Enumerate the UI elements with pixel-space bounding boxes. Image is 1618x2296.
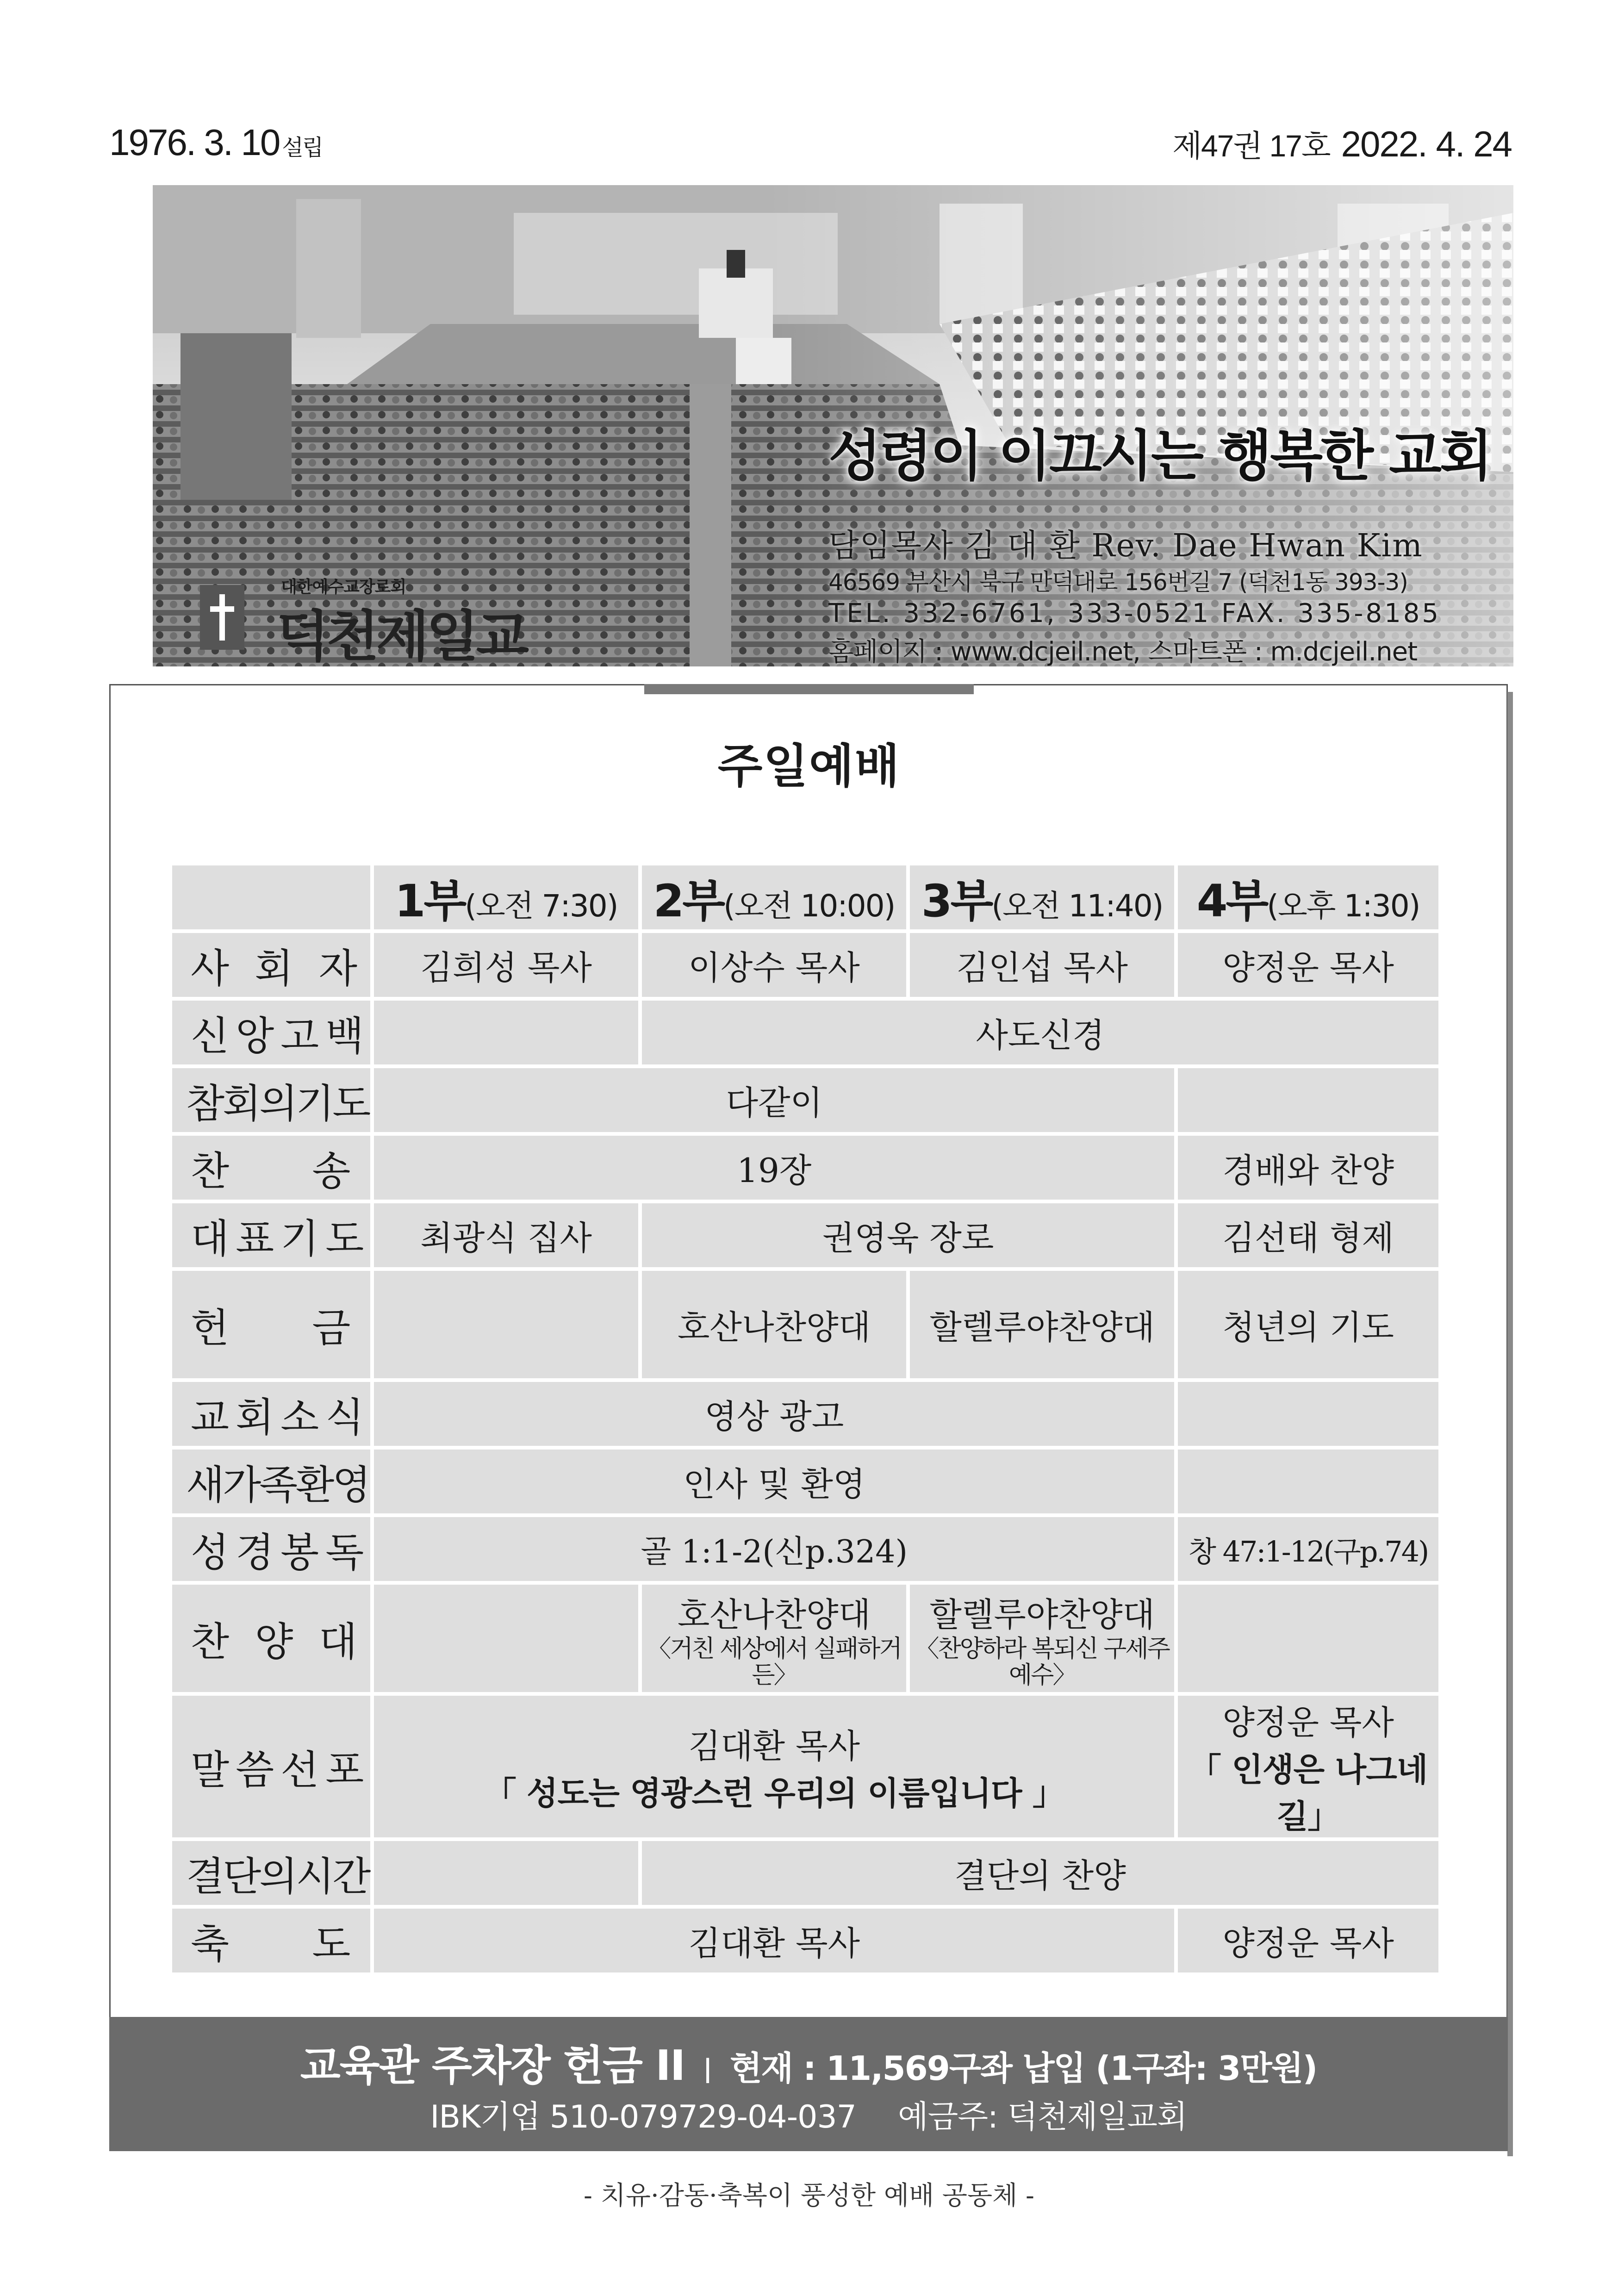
table-row	[172, 1450, 1438, 1513]
table-cell	[1178, 1382, 1438, 1446]
table-row	[172, 1136, 1438, 1200]
table-row	[172, 1001, 1438, 1064]
table-cell: 19장	[374, 1136, 1174, 1200]
banner-line-2	[109, 2092, 1508, 2137]
church-motto: 성령이 이끄시는 행복한 교회	[828, 424, 1491, 488]
preacher: 양정운 목사	[1222, 1703, 1394, 1742]
table-row	[172, 1696, 1438, 1837]
row-label: 새가족환영	[172, 1450, 370, 1513]
table-cell	[642, 1585, 906, 1692]
row-label: 결단의시간	[172, 1841, 370, 1905]
box-tab	[644, 684, 974, 694]
table-row	[172, 1382, 1438, 1446]
church-address: 46569 부산시 북구 만덕대로 156번길 7 (덕천1동 393-3)	[828, 569, 1408, 596]
banner-line-1	[109, 2032, 1508, 2092]
separator: |	[703, 2053, 711, 2083]
service-2-header: 2부(오전 10:00)	[642, 865, 906, 929]
table-cell: 이상수 목사	[642, 933, 906, 997]
campaign-title: 교육관 주차장 헌금 II	[300, 2041, 685, 2090]
table-cell: 청년의 기도	[1178, 1271, 1438, 1378]
church-slogan: - 치유·감동·축복이 풍성한 예배 공동체 -	[584, 2181, 1034, 2211]
table-row	[172, 1517, 1438, 1581]
table-cell	[374, 1001, 638, 1064]
senior-pastor: 담임목사 김 대 환 Rev. Dae Hwan Kim	[828, 528, 1423, 564]
issue-date: 2022. 4. 24	[1341, 124, 1512, 164]
row-label: 헌 금	[172, 1271, 370, 1378]
table-row	[172, 1068, 1438, 1132]
table-row	[172, 1585, 1438, 1692]
sermon-title: 「 성도는 영광스런 우리의 이름입니다 」	[484, 1774, 1064, 1812]
row-label: 교회소식	[172, 1382, 370, 1446]
table-cell: 최광식 집사	[374, 1203, 638, 1267]
choir-song: 〈거친 세상에서 실패하거든〉	[647, 1635, 901, 1689]
preacher: 김대환 목사	[688, 1726, 860, 1766]
choir-name: 할렐루야찬양대	[929, 1595, 1155, 1634]
worship-schedule-table	[168, 862, 1442, 1976]
header-row	[172, 865, 1438, 929]
table-corner	[172, 865, 370, 929]
row-label: 대표기도	[172, 1203, 370, 1267]
table-cell: 김선태 형제	[1178, 1203, 1438, 1267]
row-label: 성경봉독	[172, 1517, 370, 1581]
table-row	[172, 1841, 1438, 1905]
row-label: 찬 양 대	[172, 1585, 370, 1692]
table-cell	[910, 1585, 1174, 1692]
founded-date: 1976. 3. 10 설립	[109, 122, 323, 163]
cross-icon	[200, 585, 244, 650]
table-cell: 사도신경	[642, 1001, 1438, 1064]
row-label: 축 도	[172, 1909, 370, 1972]
service-1-header: 1부(오전 7:30)	[374, 865, 638, 929]
logo-denomination: 대한예수교장로회	[281, 578, 406, 597]
table-cell	[1178, 1068, 1438, 1132]
table-cell: 김희성 목사	[374, 933, 638, 997]
volume-issue: 제47권 17호	[1172, 129, 1330, 163]
row-label: 찬 송	[172, 1136, 370, 1200]
account-holder: 예금주: 덕천제일교회	[897, 2099, 1187, 2135]
row-label: 신앙고백	[172, 1001, 370, 1064]
table-cell	[374, 1585, 638, 1692]
table-cell	[1178, 1696, 1438, 1837]
table-row	[172, 1909, 1438, 1972]
choir-song: 〈찬양하라 복되신 구세주 예수〉	[915, 1635, 1169, 1689]
table-cell: 골 1:1-2(신p.324)	[374, 1517, 1174, 1581]
church-logo	[200, 574, 552, 668]
table-cell: 양정운 목사	[1178, 933, 1438, 997]
table-cell: 호산나찬양대	[642, 1271, 906, 1378]
logo-church-name: 덕천제일교	[276, 604, 526, 668]
table-cell: 김인섭 목사	[910, 933, 1174, 997]
table-cell: 창 47:1-12(구p.74)	[1178, 1517, 1438, 1581]
campaign-status: 현재 : 11,569구좌 납입 (1구좌: 3만원)	[729, 2049, 1317, 2088]
table-cell: 권영욱 장로	[642, 1203, 1174, 1267]
row-label: 참회의기도	[172, 1068, 370, 1132]
table-cell	[374, 1271, 638, 1378]
table-row	[172, 933, 1438, 997]
offering-banner	[109, 2017, 1508, 2151]
sermon-title: 「 인생은 나그네 길」	[1189, 1751, 1428, 1836]
table-cell: 결단의 찬양	[642, 1841, 1438, 1905]
choir-name: 호산나찬양대	[677, 1595, 871, 1634]
table-cell: 김대환 목사	[374, 1909, 1174, 1972]
table-cell: 인사 및 환영	[374, 1450, 1174, 1513]
table-cell: 경배와 찬양	[1178, 1136, 1438, 1200]
table-cell: 영상 광고	[374, 1382, 1174, 1446]
table-cell	[1178, 1450, 1438, 1513]
bank-account: IBK기업 510-079729-04-037	[430, 2099, 856, 2135]
row-label: 말씀선포	[172, 1696, 370, 1837]
table-cell	[374, 1696, 1174, 1837]
table-row	[172, 1271, 1438, 1378]
row-label: 사 회 자	[172, 933, 370, 997]
table-cell: 다같이	[374, 1068, 1174, 1132]
service-3-header: 3부(오전 11:40)	[910, 865, 1174, 929]
issue-info	[1172, 121, 1512, 165]
table-row	[172, 1203, 1438, 1267]
table-cell: 양정운 목사	[1178, 1909, 1438, 1972]
church-phone: TEL. 332-6761, 333-0521 FAX. 335-8185	[828, 598, 1441, 628]
service-4-header: 4부(오후 1:30)	[1178, 865, 1438, 929]
service-title: 주일예배	[717, 739, 901, 793]
table-cell	[374, 1841, 638, 1905]
table-cell: 할렐루야찬양대	[910, 1271, 1174, 1378]
church-website: 홈페이지 : www.dcjeil.net, 스마트폰 : m.dcjeil.net	[828, 637, 1418, 667]
table-cell	[1178, 1585, 1438, 1692]
